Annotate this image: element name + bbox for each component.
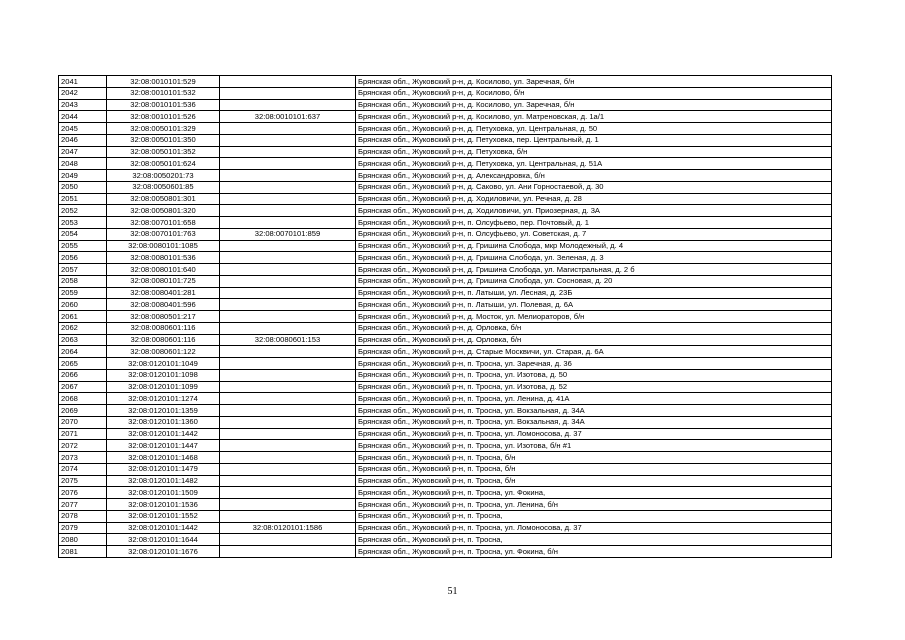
- related-cadastral-number-cell: [220, 463, 356, 475]
- row-number-cell: 2075: [59, 475, 107, 487]
- related-cadastral-number-cell: [220, 510, 356, 522]
- row-number-cell: 2051: [59, 193, 107, 205]
- address-cell: Брянская обл., Жуковский р-н, п. Тросна, б/н: [356, 475, 832, 487]
- table-row: [59, 358, 832, 370]
- row-number-cell: 2081: [59, 546, 107, 558]
- table-row: [59, 428, 832, 440]
- address-cell: Брянская обл., Жуковский р-н, п. Латыши, ул. Лесная, д. 23Б: [356, 287, 832, 299]
- cadastral-number-cell: 32:08:0120101:1447: [107, 440, 220, 452]
- table-row: [59, 534, 832, 546]
- address-cell: Брянская обл., Жуковский р-н, п. Тросна, ул. Заречная, д. 36: [356, 358, 832, 370]
- related-cadastral-number-cell: [220, 287, 356, 299]
- row-number-cell: 2064: [59, 346, 107, 358]
- address-cell: Брянская обл., Жуковский р-н, д. Косилово, ул. Матреновская, д. 1а/1: [356, 111, 832, 123]
- table-row: [59, 369, 832, 381]
- cadastral-number-cell: 32:08:0120101:1479: [107, 463, 220, 475]
- cadastral-number-cell: 32:08:0010101:526: [107, 111, 220, 123]
- row-number-cell: 2041: [59, 76, 107, 88]
- related-cadastral-number-cell: [220, 99, 356, 111]
- table-row: [59, 158, 832, 170]
- page-number: 51: [447, 586, 458, 597]
- related-cadastral-number-cell: [220, 240, 356, 252]
- table-row: [59, 287, 832, 299]
- table-row: [59, 87, 832, 99]
- related-cadastral-number-cell: [220, 475, 356, 487]
- table-row: [59, 193, 832, 205]
- related-cadastral-number-cell: [220, 428, 356, 440]
- cadastral-number-cell: 32:08:0010101:536: [107, 99, 220, 111]
- row-number-cell: 2078: [59, 510, 107, 522]
- address-cell: Брянская обл., Жуковский р-н, п. Тросна, ул. Фокина,: [356, 487, 832, 499]
- related-cadastral-number-cell: [220, 499, 356, 511]
- related-cadastral-number-cell: 32:08:0080601:153: [220, 334, 356, 346]
- cadastral-number-cell: 32:08:0080501:217: [107, 311, 220, 323]
- cadastral-number-cell: 32:08:0120101:1482: [107, 475, 220, 487]
- table-row: [59, 499, 832, 511]
- row-number-cell: 2054: [59, 228, 107, 240]
- row-number-cell: 2042: [59, 87, 107, 99]
- related-cadastral-number-cell: 32:08:0070101:859: [220, 228, 356, 240]
- row-number-cell: 2067: [59, 381, 107, 393]
- address-cell: Брянская обл., Жуковский р-н, п. Тросна,: [356, 510, 832, 522]
- table-row: [59, 252, 832, 264]
- address-cell: Брянская обл., Жуковский р-н, п. Тросна, ул. Вокзальная, д. 34А: [356, 416, 832, 428]
- address-cell: Брянская обл., Жуковский р-н, д. Петуховка, пер. Центральный, д. 1: [356, 134, 832, 146]
- table-row: [59, 76, 832, 88]
- address-cell: Брянская обл., Жуковский р-н, д. Гришина Слобода, ул. Магистральная, д. 2 б: [356, 264, 832, 276]
- address-cell: Брянская обл., Жуковский р-н, д. Орловка, б/н: [356, 334, 832, 346]
- table-row: [59, 228, 832, 240]
- table-row: [59, 134, 832, 146]
- address-cell: Брянская обл., Жуковский р-н, д. Саково, ул. Ани Горностаевой, д. 30: [356, 181, 832, 193]
- table-row: [59, 522, 832, 534]
- cadastral-number-cell: 32:08:0050601:85: [107, 181, 220, 193]
- row-number-cell: 2074: [59, 463, 107, 475]
- row-number-cell: 2076: [59, 487, 107, 499]
- row-number-cell: 2062: [59, 322, 107, 334]
- table-row: [59, 393, 832, 405]
- table-row: [59, 275, 832, 287]
- related-cadastral-number-cell: [220, 193, 356, 205]
- address-cell: Брянская обл., Жуковский р-н, д. Ходиловичи, ул. Речная, д. 28: [356, 193, 832, 205]
- table-row: [59, 205, 832, 217]
- row-number-cell: 2045: [59, 123, 107, 135]
- table-row: [59, 346, 832, 358]
- table-row: [59, 217, 832, 229]
- table-row: [59, 334, 832, 346]
- cadastral-number-cell: 32:08:0120101:1049: [107, 358, 220, 370]
- related-cadastral-number-cell: [220, 487, 356, 499]
- address-cell: Брянская обл., Жуковский р-н, д. Старые Москвичи, ул. Старая, д. 6А: [356, 346, 832, 358]
- row-number-cell: 2046: [59, 134, 107, 146]
- address-cell: Брянская обл., Жуковский р-н, д. Петуховка, ул. Центральная, д. 50: [356, 123, 832, 135]
- table-row: [59, 181, 832, 193]
- cadastral-number-cell: 32:08:0120101:1644: [107, 534, 220, 546]
- cadastral-number-cell: 32:08:0080401:281: [107, 287, 220, 299]
- cadastral-number-cell: 32:08:0080101:725: [107, 275, 220, 287]
- cadastral-number-cell: 32:08:0050801:301: [107, 193, 220, 205]
- row-number-cell: 2043: [59, 99, 107, 111]
- address-cell: Брянская обл., Жуковский р-н, п. Тросна, ул. Фокина, б/н: [356, 546, 832, 558]
- related-cadastral-number-cell: [220, 311, 356, 323]
- related-cadastral-number-cell: [220, 369, 356, 381]
- cadastral-registry-table: [58, 75, 832, 558]
- row-number-cell: 2073: [59, 452, 107, 464]
- related-cadastral-number-cell: [220, 134, 356, 146]
- row-number-cell: 2052: [59, 205, 107, 217]
- table-row: [59, 99, 832, 111]
- cadastral-number-cell: 32:08:0010101:529: [107, 76, 220, 88]
- address-cell: Брянская обл., Жуковский р-н, д. Петуховка, ул. Центральная, д. 51А: [356, 158, 832, 170]
- related-cadastral-number-cell: [220, 299, 356, 311]
- cadastral-number-cell: 32:08:0120101:1099: [107, 381, 220, 393]
- row-number-cell: 2071: [59, 428, 107, 440]
- row-number-cell: 2049: [59, 170, 107, 182]
- cadastral-number-cell: 32:08:0120101:1359: [107, 405, 220, 417]
- related-cadastral-number-cell: [220, 205, 356, 217]
- table-row: [59, 170, 832, 182]
- cadastral-number-cell: 32:08:0050201:73: [107, 170, 220, 182]
- cadastral-number-cell: 32:08:0120101:1552: [107, 510, 220, 522]
- cadastral-number-cell: 32:08:0120101:1509: [107, 487, 220, 499]
- row-number-cell: 2057: [59, 264, 107, 276]
- related-cadastral-number-cell: [220, 170, 356, 182]
- cadastral-number-cell: 32:08:0050101:352: [107, 146, 220, 158]
- address-cell: Брянская обл., Жуковский р-н, п. Олсуфьево, ул. Советская, д. 7: [356, 228, 832, 240]
- cadastral-number-cell: 32:08:0080101:536: [107, 252, 220, 264]
- cadastral-number-cell: 32:08:0120101:1274: [107, 393, 220, 405]
- related-cadastral-number-cell: 32:08:0010101:637: [220, 111, 356, 123]
- address-cell: Брянская обл., Жуковский р-н, п. Тросна, б/н: [356, 463, 832, 475]
- address-cell: Брянская обл., Жуковский р-н, д. Косилово, б/н: [356, 87, 832, 99]
- related-cadastral-number-cell: [220, 405, 356, 417]
- table-row: [59, 510, 832, 522]
- row-number-cell: 2066: [59, 369, 107, 381]
- related-cadastral-number-cell: 32:08:0120101:1586: [220, 522, 356, 534]
- table-row: [59, 311, 832, 323]
- related-cadastral-number-cell: [220, 217, 356, 229]
- table-row: [59, 416, 832, 428]
- address-cell: Брянская обл., Жуковский р-н, д. Гришина Слобода, ул. Зеленая, д. 3: [356, 252, 832, 264]
- cadastral-number-cell: 32:08:0080601:116: [107, 334, 220, 346]
- row-number-cell: 2077: [59, 499, 107, 511]
- cadastral-number-cell: 32:08:0070101:658: [107, 217, 220, 229]
- related-cadastral-number-cell: [220, 264, 356, 276]
- related-cadastral-number-cell: [220, 87, 356, 99]
- row-number-cell: 2048: [59, 158, 107, 170]
- table-row: [59, 546, 832, 558]
- cadastral-number-cell: 32:08:0070101:763: [107, 228, 220, 240]
- row-number-cell: 2047: [59, 146, 107, 158]
- address-cell: Брянская обл., Жуковский р-н, д. Александровка, б/н: [356, 170, 832, 182]
- table-row: [59, 405, 832, 417]
- related-cadastral-number-cell: [220, 123, 356, 135]
- related-cadastral-number-cell: [220, 158, 356, 170]
- cadastral-number-cell: 32:08:0120101:1468: [107, 452, 220, 464]
- registry-table-body: [59, 76, 832, 558]
- related-cadastral-number-cell: [220, 346, 356, 358]
- cadastral-number-cell: 32:08:0120101:1536: [107, 499, 220, 511]
- row-number-cell: 2059: [59, 287, 107, 299]
- table-row: [59, 452, 832, 464]
- related-cadastral-number-cell: [220, 416, 356, 428]
- address-cell: Брянская обл., Жуковский р-н, п. Тросна,: [356, 534, 832, 546]
- table-row: [59, 463, 832, 475]
- table-row: [59, 299, 832, 311]
- row-number-cell: 2069: [59, 405, 107, 417]
- row-number-cell: 2053: [59, 217, 107, 229]
- cadastral-number-cell: 32:08:0080601:122: [107, 346, 220, 358]
- address-cell: Брянская обл., Жуковский р-н, д. Орловка, б/н: [356, 322, 832, 334]
- cadastral-number-cell: 32:08:0080101:640: [107, 264, 220, 276]
- cadastral-number-cell: 32:08:0050101:329: [107, 123, 220, 135]
- address-cell: Брянская обл., Жуковский р-н, п. Тросна, ул. Ломоносова, д. 37: [356, 522, 832, 534]
- cadastral-number-cell: 32:08:0050101:624: [107, 158, 220, 170]
- row-number-cell: 2055: [59, 240, 107, 252]
- related-cadastral-number-cell: [220, 381, 356, 393]
- row-number-cell: 2060: [59, 299, 107, 311]
- address-cell: Брянская обл., Жуковский р-н, п. Тросна, ул. Ломоносова, д. 37: [356, 428, 832, 440]
- row-number-cell: 2050: [59, 181, 107, 193]
- row-number-cell: 2061: [59, 311, 107, 323]
- cadastral-number-cell: 32:08:0080601:116: [107, 322, 220, 334]
- address-cell: Брянская обл., Жуковский р-н, п. Тросна, б/н: [356, 452, 832, 464]
- related-cadastral-number-cell: [220, 534, 356, 546]
- address-cell: Брянская обл., Жуковский р-н, д. Косилово, ул. Заречная, б/н: [356, 99, 832, 111]
- related-cadastral-number-cell: [220, 393, 356, 405]
- address-cell: Брянская обл., Жуковский р-н, п. Тросна, ул. Ленина, д. 41А: [356, 393, 832, 405]
- address-cell: Брянская обл., Жуковский р-н, п. Олсуфьево, пер. Почтовый, д. 1: [356, 217, 832, 229]
- row-number-cell: 2044: [59, 111, 107, 123]
- row-number-cell: 2072: [59, 440, 107, 452]
- address-cell: Брянская обл., Жуковский р-н, д. Косилово, ул. Заречная, б/н: [356, 76, 832, 88]
- address-cell: Брянская обл., Жуковский р-н, д. Петуховка, б/н: [356, 146, 832, 158]
- address-cell: Брянская обл., Жуковский р-н, д. Гришина Слобода, ул. Сосновая, д. 20: [356, 275, 832, 287]
- address-cell: Брянская обл., Жуковский р-н, п. Тросна, ул. Изотова, д. 50: [356, 369, 832, 381]
- table-row: [59, 146, 832, 158]
- related-cadastral-number-cell: [220, 452, 356, 464]
- table-row: [59, 264, 832, 276]
- related-cadastral-number-cell: [220, 146, 356, 158]
- cadastral-number-cell: 32:08:0120101:1098: [107, 369, 220, 381]
- cadastral-number-cell: 32:08:0010101:532: [107, 87, 220, 99]
- address-cell: Брянская обл., Жуковский р-н, д. Ходиловичи, ул. Приозерная, д. 3А: [356, 205, 832, 217]
- address-cell: Брянская обл., Жуковский р-н, д. Мосток, ул. Мелиораторов, б/н: [356, 311, 832, 323]
- address-cell: Брянская обл., Жуковский р-н, п. Тросна, ул. Изотова, б/н #1: [356, 440, 832, 452]
- row-number-cell: 2063: [59, 334, 107, 346]
- row-number-cell: 2068: [59, 393, 107, 405]
- table-row: [59, 322, 832, 334]
- row-number-cell: 2079: [59, 522, 107, 534]
- table-row: [59, 240, 832, 252]
- address-cell: Брянская обл., Жуковский р-н, п. Тросна, ул. Вокзальная, д. 34А: [356, 405, 832, 417]
- table-row: [59, 123, 832, 135]
- table-row: [59, 475, 832, 487]
- table-row: [59, 487, 832, 499]
- related-cadastral-number-cell: [220, 358, 356, 370]
- address-cell: Брянская обл., Жуковский р-н, п. Латыши, ул. Полевая, д. 6А: [356, 299, 832, 311]
- row-number-cell: 2056: [59, 252, 107, 264]
- table-row: [59, 440, 832, 452]
- related-cadastral-number-cell: [220, 275, 356, 287]
- cadastral-number-cell: 32:08:0080401:596: [107, 299, 220, 311]
- cadastral-number-cell: 32:08:0120101:1442: [107, 428, 220, 440]
- cadastral-number-cell: 32:08:0120101:1676: [107, 546, 220, 558]
- related-cadastral-number-cell: [220, 322, 356, 334]
- cadastral-number-cell: 32:08:0050101:350: [107, 134, 220, 146]
- cadastral-number-cell: 32:08:0080101:1085: [107, 240, 220, 252]
- cadastral-number-cell: 32:08:0120101:1442: [107, 522, 220, 534]
- related-cadastral-number-cell: [220, 252, 356, 264]
- row-number-cell: 2065: [59, 358, 107, 370]
- row-number-cell: 2070: [59, 416, 107, 428]
- row-number-cell: 2080: [59, 534, 107, 546]
- related-cadastral-number-cell: [220, 76, 356, 88]
- address-cell: Брянская обл., Жуковский р-н, д. Гришина Слобода, мкр Молодежный, д. 4: [356, 240, 832, 252]
- table-row: [59, 111, 832, 123]
- cadastral-number-cell: 32:08:0050801:320: [107, 205, 220, 217]
- table-row: [59, 381, 832, 393]
- address-cell: Брянская обл., Жуковский р-н, п. Тросна, ул. Ленина, б/н: [356, 499, 832, 511]
- related-cadastral-number-cell: [220, 546, 356, 558]
- address-cell: Брянская обл., Жуковский р-н, п. Тросна, ул. Изотова, д. 52: [356, 381, 832, 393]
- cadastral-number-cell: 32:08:0120101:1360: [107, 416, 220, 428]
- row-number-cell: 2058: [59, 275, 107, 287]
- related-cadastral-number-cell: [220, 181, 356, 193]
- related-cadastral-number-cell: [220, 440, 356, 452]
